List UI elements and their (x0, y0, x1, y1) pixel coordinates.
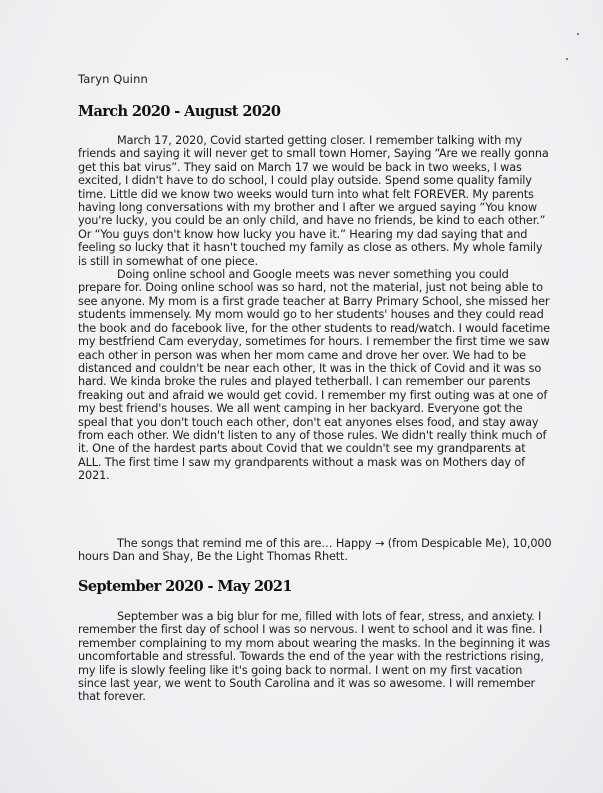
section-body-march-august-2020 (78, 134, 552, 483)
author-name: Taryn Quinn (78, 72, 148, 86)
paragraph: Doing online school and Google meets was never something you could prepare for. Doing online school was so hard, not the material, just not being able to see anyone. My mom is a first grade teacher at Barry Primary School, she missed her students immensely. My mom would go to her students' houses and they could read the book and do facebook live, for the other students to read/watch. I would facetime my bestfriend Cam everyday, sometimes for hours. I remember the first time we saw each other in person was when her mom came and drove her over. We had to be distanced and couldn't be near each other, It was in the thick of Covid and it was so hard. We kinda broke the rules and played tetherball. I can remember our parents freaking out and afraid we would get covid. I remember my first outing was at one of my best friend's houses. We all went camping in her backyard. Everyone got the speal that you don't touch each other, don't eat anyones elses food, and stay away from each other. We didn't listen to any of those rules. We didn't really think much of it. One of the hardest parts about Covid that we couldn't see my grandparents at ALL. The first time I saw my grandparents without a mask was on Mothers day of 2021. (78, 268, 550, 483)
scan-speck (566, 58, 568, 60)
section-heading-march-august-2020: March 2020 - August 2020 (78, 103, 281, 120)
paragraph: September was a big blur for me, filled with lots of fear, stress, and anxiety. I remember the first day of school I was so nervous. I went to school and it was fine. I remember complaining to my mom about wearing the masks. In the beginning it was uncomfortable and stressful. Towards the end of the year with the restrictions rising, my life is slowly feeling like it's going back to normal. I went on my first vacation since last year, we went to South Carolina and it was so awesome. I will remember that forever. (78, 610, 551, 704)
section-heading-september-2020-may-2021: September 2020 - May 2021 (78, 578, 292, 595)
songs-paragraph: The songs that remind me of this are… Happy → (from Despicable Me), 10,000 hours Dan and Shay, Be the Light Thomas Rhett. (78, 537, 552, 564)
section-body-september-2020-may-2021 (78, 610, 552, 704)
scan-speck (577, 33, 579, 35)
paragraph: March 17, 2020, Covid started getting closer. I remember talking with my friends and saying it will never get to small town Homer, Saying “Are we really gonna get this bat virus”. They said on March 17 we would be back in two weeks, I was excited, I didn't have to do school, I could play outside. Spend some quality family time. Little did we know two weeks would turn into what felt FOREVER. My parents having long conversations with my brother and I after we argued saying “You know you're lucky, you could be an only child, and have no friends, be kind to each other.” Or “You guys don't know how lucky you have it.” Hearing my dad saying that and feeling so lucky that it hasn't touched my family as close as others. My whole family is still in somewhat of one piece. (78, 134, 549, 268)
